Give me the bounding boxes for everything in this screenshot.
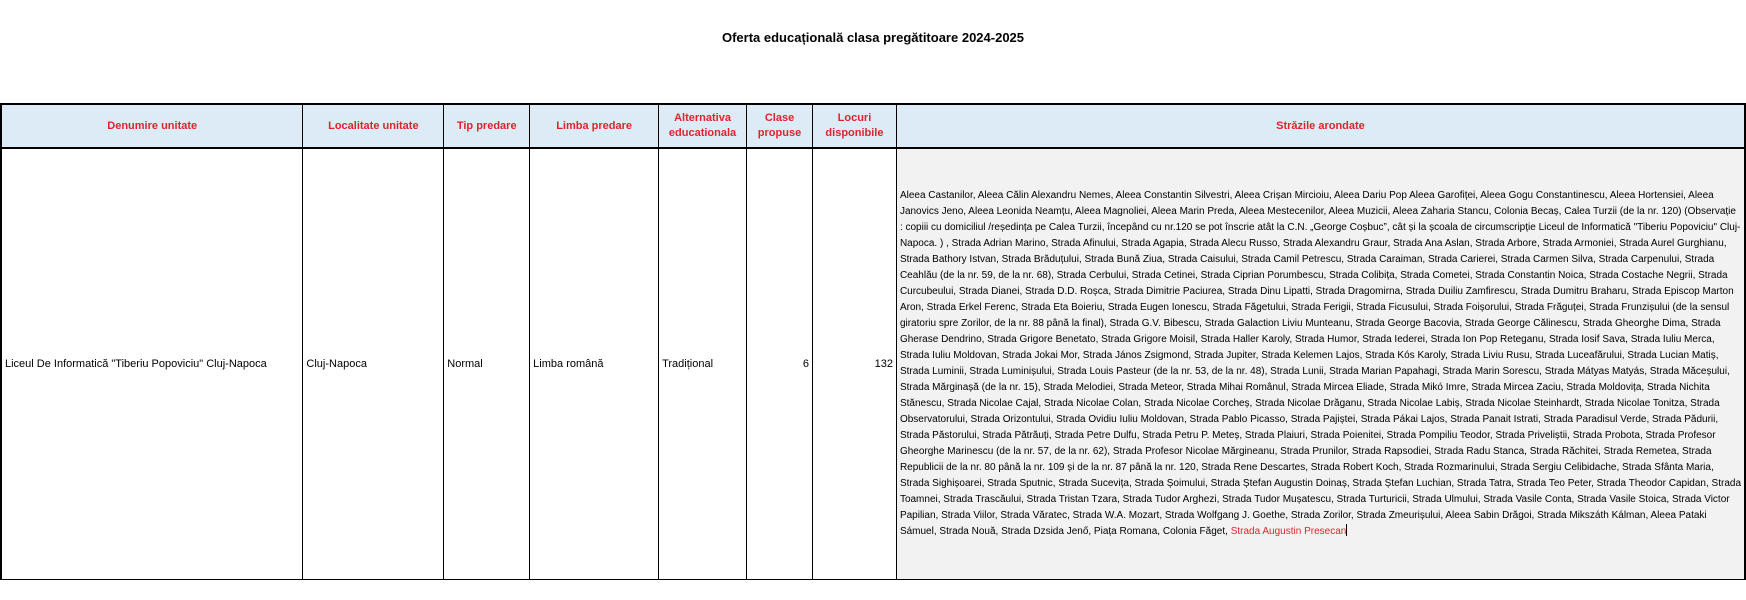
streets-highlight-text: Strada Augustin Presecan	[1230, 526, 1347, 537]
cell-tip-predare[interactable]: Normal	[444, 148, 530, 580]
text-cursor	[1346, 524, 1347, 536]
page-title: Oferta educațională clasa pregătitoare 2024-2025	[721, 30, 1025, 45]
cell-locuri-disponibile[interactable]: 132	[812, 148, 896, 580]
cell-clase-propuse[interactable]: 6	[747, 148, 813, 580]
streets-text: Aleea Castanilor, Aleea Călin Alexandru Nemes, Aleea Constantin Silvestri, Aleea Crișan Mircioiu, Aleea Dariu Pop Aleea Garofiței, Aleea Gogu Constantinescu, Aleea Hortensiei, Aleea Janovics Jeno, Aleea Leonida Neamțu, Aleea Magnoliei, Aleea Marin Preda, Aleea Mestecenilor, Aleea Muzicii, Aleea Zaharia Stancu, Colonia Becaș, Calea Turzii (de la nr. 120) (Observație : copiii cu domiciliul /reședința pe Calea Turzii, începând cu nr.120 se pot înscrie atât la C.N. „George Coșbuc”, cât și la școala de circumscripție Liceul de Informatică "Tiberiu Popoviciu" Cluj-Napoca. ) , Strada Adrian Marino, Strada Afinului, Strada Agapia, Strada Alecu Russo, Strada Alexandru Graur, Strada Ana Aslan, Strada Arbore, Strada Armoniei, Strada Aurel Gurghianu, Strada Bathory Istvan, Strada Brăduțului, Strada Bună Ziua, Strada Caisului, Strada Camil Petrescu, Strada Caraiman, Strada Carierei, Strada Carmen Silva, Strada Carpenului, Strada Ceahlău (de la nr. 59, de la nr. 68), Strada Cerbului, Strada Cetinei, Strada Ciprian Porumbescu, Strada Colibița, Strada Cometei, Strada Constantin Noica, Strada Costache Negrii, Strada Curcubeului, Strada Dianei, Strada D.D. Roșca, Strada Dimitrie Paciurea, Strada Dinu Lipatti, Strada Dragomirna, Strada Duiliu Zamfirescu, Strada Dumitru Braharu, Strada Episcop Marton Aron, Strada Erkel Ferenc, Strada Eta Boieriu, Strada Eugen Ionescu, Strada Făgetului, Strada Ferigii, Strada Ficusului, Strada Foișorului, Strada Frăguței, Strada Frunzișului (de la sensul giratoriu spre Zorilor, de la nr. 88 până la final), Strada G.V. Bibescu, Strada Galaction Liviu Munteanu, Strada George Bacovia, Strada George Călinescu, Strada Gheorghe Dima, Strada Gherase Dendrino, Strada Grigore Benetato, Strada Grigore Moisil, Strada Haller Karoly, Strada Humor, Strada Iederei, Strada Ion Pop Reteganu, Strada Iosif Sava, Strada Iuliu Merca, Strada Iuliu Moldovan, Strada Jokai Mor, Strada János Zsigmond, Strada Jupiter, Strada Kelemen Lajos, Strada Kós Karoly, Strada Liviu Rusu, Strada Luceafărului, Strada Lucian Matiș, Strada Luminii, Strada Luminișului, Strada Louis Pasteur (de la nr. 53, de la nr. 48), Strada Lunii, Strada Marian Papahagi, Strada Marin Sorescu, Strada Mátyas Matyás, Strada Măceșului, Strada Mărginașă (de la nr. 15), Strada Melodiei, Strada Meteor, Strada Mihai Românul, Strada Mircea Eliade, Strada Mikó Imre, Strada Mircea Zaciu, Strada Moldovița, Strada Nichita Stănescu, Strada Nicolae Cajal, Strada Nicolae Colan, Strada Nicolae Corcheș, Strada Nicolae Drăganu, Strada Nicolae Labiș, Strada Nicolae Steinhardt, Strada Nicolae Tonitza, Strada Observatorului, Strada Orizontului, Strada Ovidiu Iuliu Moldovan, Strada Pablo Picasso, Strada Pajiștei, Strada Pákai Lajos, Strada Panait Istrati, Strada Paradisul Verde, Strada Pădurii, Strada Păstorului, Strada Pătrăuți, Strada Petre Dulfu, Strada Petru P. Meteș, Strada Plaiuri, Strada Poienitei, Strada Pompiliu Teodor, Strada Priveliștii, Strada Probota, Strada Profesor Gheorghe Marinescu (de la nr. 57, de la nr. 62), Strada Profesor Nicolae Mărgineanu, Strada Prunilor, Strada Rapsodiei, Strada Radu Stanca, Strada Răchitei, Strada Remetea, Strada Republicii de la nr. 80 până la nr. 109 și de la nr. 87 până la nr. 120, Strada Rene Descartes, Strada Robert Koch, Strada Rozmarinului, Strada Sergiu Celibidache, Strada Sfânta Maria, Strada Sighișoarei, Strada Sputnic, Strada Sucevița, Strada Șoimului, Strada Ștefan Augustin Doinaș, Strada Ștefan Luchian, Strada Tatra, Strada Teo Peter, Strada Theodor Capidan, Strada Toamnei, Strada Trascăului, Strada Tristan Tzara, Strada Tudor Arghezi, Strada Tudor Mușatescu, Strada Turturicii, Strada Ulmului, Strada Vasile Conta, Strada Vasile Stoica, Strada Victor Papilian, Strada Viilor, Strada Văratec, Strada W.A. Mozart, Strada Wolfgang J. Goethe, Strada Zorilor, Strada Zmeurișului, Aleea Sabin Drăgoi, Strada Mikszáth Kálman, Aleea Pataki Sámuel, Strada Nouă, Strada Dzsida Jenő, Piața Romana, Colonia Făget,	[899, 190, 1742, 537]
schools-table	[0, 103, 1746, 580]
header-denumire-unitate[interactable]: Denumire unitate	[1, 104, 303, 148]
table-row	[1, 148, 1745, 580]
header-row	[1, 104, 1745, 148]
cell-denumire-unitate[interactable]: Liceul De Informatică "Tiberiu Popoviciu" Cluj-Napoca	[1, 148, 303, 580]
header-locuri-disponibile[interactable]: Locuri disponibile	[812, 104, 896, 148]
cell-limba-predare[interactable]: Limba română	[530, 148, 659, 580]
header-strazile-arondate[interactable]: Străzile arondate	[896, 104, 1745, 148]
cell-localitate-unitate[interactable]: Cluj-Napoca	[303, 148, 444, 580]
header-limba-predare[interactable]: Limba predare	[530, 104, 659, 148]
header-localitate-unitate[interactable]: Localitate unitate	[303, 104, 444, 148]
header-tip-predare[interactable]: Tip predare	[444, 104, 530, 148]
header-alternativa-educationala[interactable]: Alternativa educationala	[659, 104, 747, 148]
header-clase-propuse[interactable]: Clase propuse	[747, 104, 813, 148]
cell-alternativa-educationala[interactable]: Tradițional	[659, 148, 747, 580]
cell-strazile-arondate[interactable]	[896, 148, 1745, 580]
